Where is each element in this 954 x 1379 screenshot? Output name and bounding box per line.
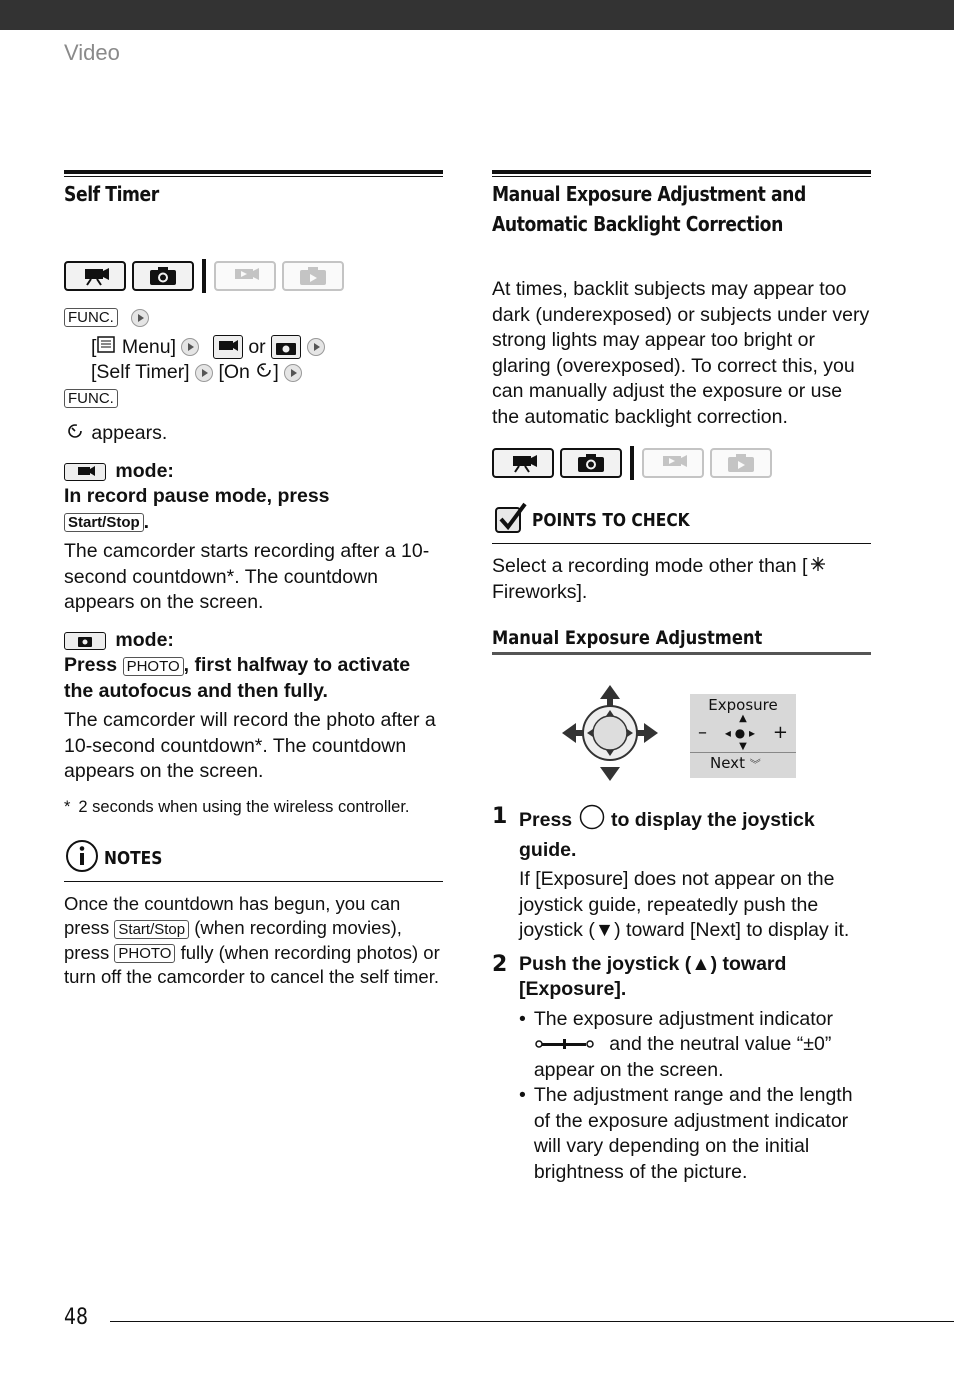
menu-line-1: [ Menu] or <box>64 335 443 361</box>
joystick-icon <box>560 683 660 788</box>
guide-up-arrow-icon: ▲ <box>739 712 747 724</box>
intro-text: At times, backlit subjects may appear too dark (underexposed) or subjects under very strong lights may appear too bright or glaring (overexposed). To correct this, you can manually adjust the exposure or use the automatic backlight correction. <box>492 278 870 428</box>
set-button-icon <box>578 804 606 838</box>
arrow-right-icon <box>181 338 199 356</box>
notes-text: Once the countdown has begun, you can press Start/Stop (when recording movies), press PHOTO fully (when recording photos) or turn off the camcorder to cancel the self timer. <box>64 892 440 988</box>
step-2-bullet-2: • The adjustment range and the length of the exposure adjustment indicator will vary depending on the initial brightness of the picture. <box>519 1084 853 1183</box>
page-number: 48 <box>64 1305 89 1330</box>
photo-mode-instruction: Press PHOTO , first halfway to activate the autofocus and then fully. <box>64 654 411 702</box>
photo-mode-small-icon <box>271 335 301 359</box>
start-stop-key: Start/Stop <box>114 920 189 939</box>
step-2-instruction: Push the joystick (▲) toward [Exposure]. <box>519 952 787 1001</box>
self-timer-icon <box>64 421 86 447</box>
step-1: 1 Press to display the joystick guide. If [Exposure] does not appear on the joystick guide, repeatedly push the joystick (▼) toward [Next] to display it. <box>492 804 871 944</box>
step-1-instruction: Press to display the joystick guide. <box>519 804 871 863</box>
arrow-right-icon <box>307 338 325 356</box>
step-2: 2 Push the joystick (▲) toward [Exposure]. • The exposure adjustment indicator and the neutral value “±0” appear on the screen. • The adjustment range and the length of the exposure adjustment indicator will vary depending on the initial brightness of the picture. <box>492 952 871 1186</box>
checkmark-icon <box>492 500 528 541</box>
mode-separator <box>630 446 634 480</box>
step-2-bullet-1: • The exposure adjustment indicator and the neutral value “±0” appear on the screen. <box>519 1007 833 1081</box>
photo-key: PHOTO <box>123 657 184 676</box>
movie-mode-text: The camcorder starts recording after a 10-second countdown*. The countdown appears on the screen. <box>64 540 430 614</box>
func-key: FUNC. <box>64 389 118 408</box>
movie-mode-small-icon <box>213 335 243 359</box>
footnote: * 2 seconds when using the wireless controller. <box>64 797 410 816</box>
self-timer-icon <box>255 360 273 386</box>
points-text: Select a recording mode other than [Fireworks]. <box>492 554 871 605</box>
footer-rule <box>110 1321 954 1322</box>
movie-camera-mode-icon <box>492 448 554 478</box>
mode-icons-row <box>492 446 871 480</box>
or-label: or <box>248 335 266 358</box>
func-key: FUNC. <box>64 308 118 327</box>
joystick-guide-panel <box>690 694 796 778</box>
guide-next-row: Next ︾ <box>690 752 796 772</box>
movie-mode-heading: mode: <box>64 459 443 485</box>
guide-adjust-row <box>690 721 796 743</box>
exposure-column <box>492 170 871 1185</box>
photo-camera-icon <box>64 632 106 650</box>
appears-line: appears. <box>64 421 443 447</box>
guide-left-right-icon: ◂ ● ▸ <box>724 725 756 740</box>
photo-mode-text: The camcorder will record the photo after a 10-second countdown*. The countdown appears on the screen. <box>64 709 436 783</box>
photo-mode-heading: mode: <box>64 628 443 654</box>
guide-down-arrow-icon: ▼ <box>739 740 747 752</box>
guide-exposure-label: Exposure <box>708 695 778 714</box>
menu-label: Menu] <box>121 335 177 358</box>
arrow-right-icon <box>131 309 149 327</box>
notes-heading: NOTES <box>64 838 443 882</box>
title-rule <box>492 170 871 177</box>
fireworks-icon <box>807 554 829 580</box>
movie-playback-mode-icon <box>642 448 704 478</box>
guide-minus: – <box>698 721 707 743</box>
top-bar <box>0 0 954 30</box>
points-to-check-heading: POINTS TO CHECK <box>492 500 871 544</box>
mode-separator <box>202 259 206 293</box>
photo-key: PHOTO <box>114 944 175 963</box>
arrow-right-icon <box>195 364 213 382</box>
step-1-text: If [Exposure] does not appear on the joystick guide, repeatedly push the joystick (▼) toward [Next] to display it. <box>519 868 850 942</box>
photo-playback-mode-icon <box>710 448 772 478</box>
photo-playback-mode-icon <box>282 261 344 291</box>
photo-camera-mode-icon <box>132 261 194 291</box>
func-line-2 <box>64 386 443 412</box>
joystick-guide-figure <box>492 683 871 788</box>
photo-camera-mode-icon <box>560 448 622 478</box>
func-line <box>64 305 443 331</box>
section-title-self-timer: Self Timer <box>64 182 159 206</box>
section-label: Video <box>64 40 120 65</box>
movie-playback-mode-icon <box>214 261 276 291</box>
manual-exposure-subheading: Manual Exposure Adjustment <box>492 627 871 655</box>
movie-camera-icon <box>64 463 106 481</box>
title-rule <box>64 170 443 177</box>
info-icon <box>64 838 100 879</box>
mode-icons-row <box>64 259 443 293</box>
start-stop-key: Start/Stop <box>64 513 144 532</box>
section-title-line-2: Automatic Backlight Correction <box>492 212 783 236</box>
movie-camera-mode-icon <box>64 261 126 291</box>
movie-mode-instruction: In record pause mode, press Start/Stop . <box>64 485 330 533</box>
menu-line-2: [Self Timer] [On ] <box>64 360 443 386</box>
menu-icon <box>96 335 116 361</box>
section-title-line-1: Manual Exposure Adjustment and <box>492 182 806 206</box>
guide-plus: + <box>772 721 788 743</box>
arrow-right-icon <box>284 364 302 382</box>
exposure-indicator-icon <box>534 1032 596 1058</box>
self-timer-column <box>64 170 443 990</box>
double-chevron-down-icon: ︾ <box>749 757 761 771</box>
